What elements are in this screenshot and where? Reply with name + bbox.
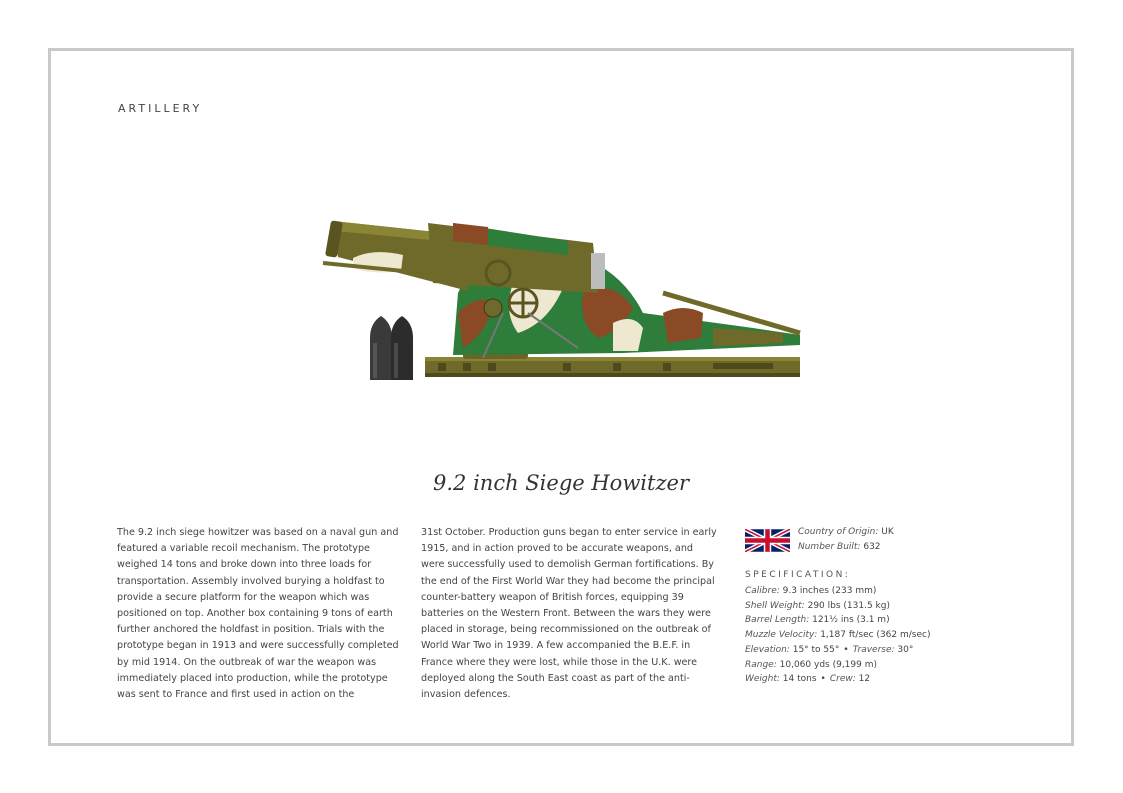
gun-barrel — [323, 220, 605, 293]
number-built: Number Built: 632 — [798, 542, 881, 552]
specification-list — [745, 584, 930, 687]
specification-heading: SPECIFICATION: — [745, 570, 851, 580]
spec-range: Range: 10,060 yds (9,199 m) — [745, 659, 877, 670]
spec-elevation-traverse: Elevation: 15° to 55° • Traverse: 30° — [745, 644, 914, 655]
spec-shell-weight: Shell Weight: 290 lbs (131.5 kg) — [745, 600, 890, 611]
spec-calibre: Calibre: 9.3 inches (233 mm) — [745, 586, 877, 596]
spec-weight-crew: Weight: 14 tons • Crew: 12 — [745, 674, 871, 685]
description-column-1: The 9.2 inch siege howitzer was based on a naval gun and featured a variable recoil mechanism. The prototype weighed 14 tons and broke down into three loads for transportation. Assembly involved burying a holdfast to provide a secure platform for the weapon which was positioned on top. Another box containing 9 tons of earth further anchored the holdfast in position. Trials with the prototype began in 1913 and were successfully completed by mid 1914. On the outbreak of war the weapon was immediately placed into production, while the prototype was sent to France and first used in action on the — [117, 527, 399, 701]
union-jack-flag-icon — [745, 529, 790, 552]
howitzer-illustration — [313, 163, 813, 388]
spec-muzzle-velocity: Muzzle Velocity: 1,187 ft/sec (362 m/sec) — [745, 630, 931, 641]
spec-barrel-length: Barrel Length: 121½ ins (3.1 m) — [745, 615, 890, 626]
description-column-2: 31st October. Production guns began to enter service in early 1915, and in action proved to be accurate weapons, and were successfully used to demolish German fortifications. By the end of the First World War they had become the principal counter-battery weapon of British forces, equipping 39 batteries on the Western Front. Between the wars they were placed in storage, being recommissioned on the outbreak of World War Two in 1939. A few accompanied the B.E.F. in France where they were lost, while those in the U.K. were deployed along the South East coast as part of the anti-invasion defences. — [421, 527, 717, 701]
category-label: ARTILLERY — [118, 102, 203, 115]
print-frame — [48, 48, 1074, 746]
artillery-shells — [370, 316, 413, 380]
country-of-origin: Country of Origin: UK — [798, 527, 894, 537]
origin-meta — [798, 525, 894, 555]
page-title: 9.2 inch Siege Howitzer — [433, 471, 689, 495]
